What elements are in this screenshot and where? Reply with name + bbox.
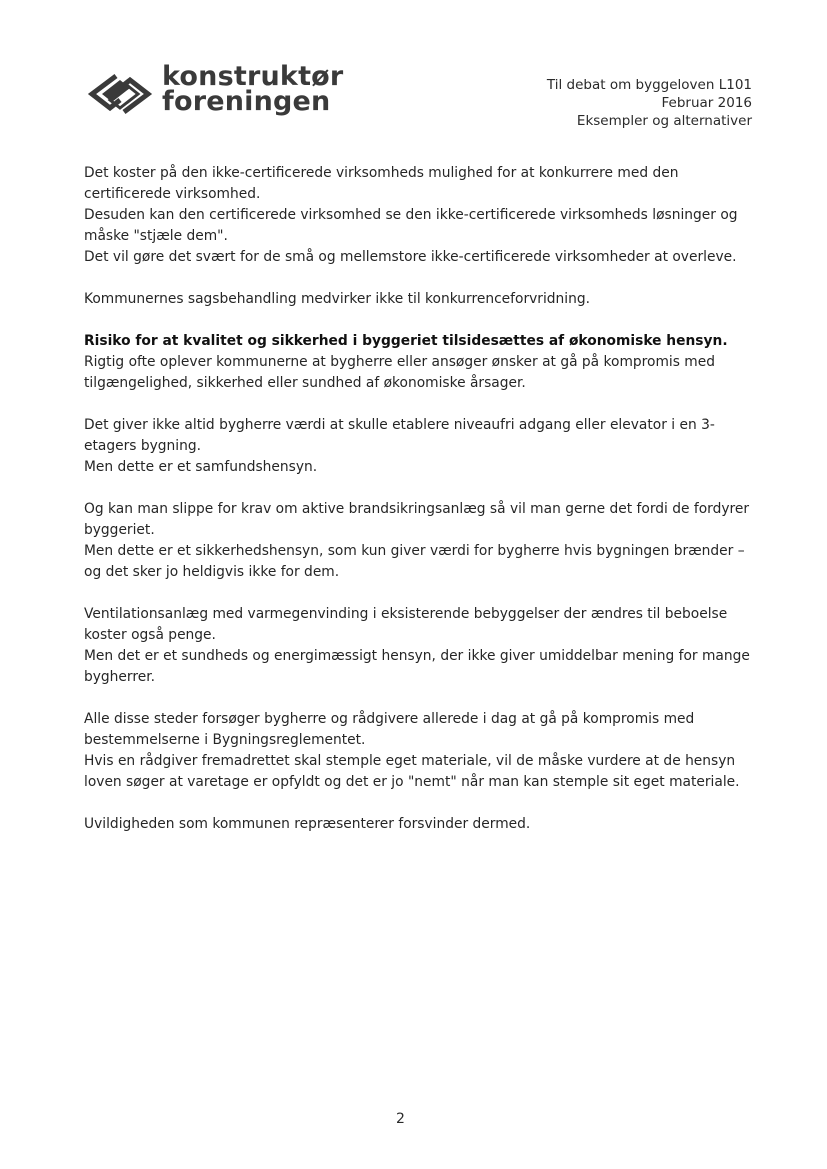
paragraph-line: Rigtig ofte oplever kommunerne at bygherre eller ansøger ønsker at gå på kompromis med tilgængelighed, sikkerhed eller sundhed af økonomiske årsager. bbox=[84, 354, 715, 391]
logo-text-line1: konstruktør bbox=[162, 61, 344, 92]
paragraph-line: Det koster på den ikke-certificerede virksomheds mulighed for at konkurrere med den certificerede virksomhed. bbox=[84, 165, 679, 202]
paragraph-line: Alle disse steder forsøger bygherre og rådgivere allerede i dag at gå på kompromis med bestemmelserne i Bygningsreglementet. bbox=[84, 711, 695, 748]
paragraph-line: Hvis en rådgiver fremadrettet skal stemple eget materiale, vil de måske vurdere at de hensyn loven søger at varetage er opfyldt og det er jo "nemt" når man kan stemple sit eget materiale. bbox=[84, 753, 740, 790]
paragraph-line: Det vil gøre det svært for de små og mellemstore ikke-certificerede virksomheder at overleve. bbox=[84, 249, 737, 265]
paragraph bbox=[84, 331, 752, 394]
paragraph-line: Uvildigheden som kommunen repræsenterer forsvinder dermed. bbox=[84, 816, 531, 832]
header-meta bbox=[547, 76, 752, 130]
meta-date: Februar 2016 bbox=[661, 95, 752, 111]
page-number: 2 bbox=[396, 1111, 405, 1127]
paragraph-line: Det giver ikke altid bygherre værdi at skulle etablere niveaufri adgang eller elevator i en 3-etagers bygning. bbox=[84, 417, 715, 454]
paragraph-line: Desuden kan den certificerede virksomhed se den ikke-certificerede virksomheds løsninger og måske "stjæle dem". bbox=[84, 207, 738, 244]
paragraph bbox=[84, 814, 752, 835]
paragraph bbox=[84, 163, 752, 268]
logo-text-line2: foreningen bbox=[162, 86, 331, 117]
paragraph bbox=[84, 604, 752, 688]
paragraph bbox=[84, 499, 752, 583]
logo-text bbox=[162, 61, 344, 117]
logo bbox=[86, 61, 346, 124]
meta-title: Til debat om byggeloven L101 bbox=[546, 77, 752, 93]
paragraph-line: Og kan man slippe for krav om aktive brandsikringsanlæg så vil man gerne det fordi de fordyrer byggeriet. bbox=[84, 501, 750, 538]
logo-mark-icon bbox=[86, 70, 154, 118]
paragraph bbox=[84, 415, 752, 478]
paragraph-line: Men dette er et samfundshensyn. bbox=[84, 459, 318, 475]
paragraph-line: Men det er et sundheds og energimæssigt hensyn, der ikke giver umiddelbar mening for mange bygherrer. bbox=[84, 648, 750, 685]
paragraph bbox=[84, 709, 752, 793]
section-heading: Risiko for at kvalitet og sikkerhed i byggeriet tilsidesættes af økonomiske hensyn. bbox=[84, 333, 728, 349]
paragraph bbox=[84, 289, 752, 310]
meta-subtitle: Eksempler og alternativer bbox=[576, 113, 752, 129]
paragraph-line: Men dette er et sikkerhedshensyn, som kun giver værdi for bygherre hvis bygningen brænder – og det sker jo heldigvis ikke for dem. bbox=[84, 543, 745, 580]
document-body bbox=[84, 163, 752, 856]
paragraph-line: Kommunernes sagsbehandling medvirker ikke til konkurrenceforvridning. bbox=[84, 291, 591, 307]
paragraph-line: Ventilationsanlæg med varmegenvinding i eksisterende bebyggelser der ændres til beboelse koster også penge. bbox=[84, 606, 728, 643]
